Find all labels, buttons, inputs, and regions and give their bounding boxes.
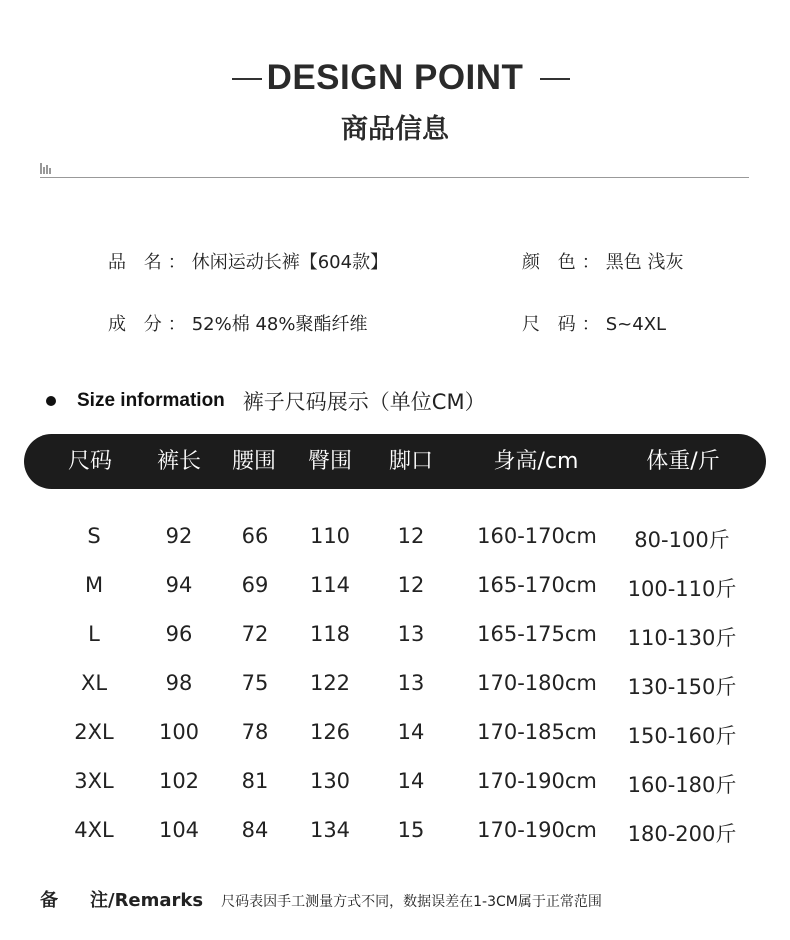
table-cell: 122	[309, 671, 351, 695]
column-header: 尺码	[67, 449, 113, 474]
table-cell: 110	[309, 524, 351, 548]
table-cell: 72	[241, 622, 269, 646]
table-cell: 170-185cm	[477, 720, 597, 744]
column-header: 腰围	[231, 449, 277, 474]
product-name-value: 休闲运动长裤【604款】	[191, 252, 389, 273]
product-size-range	[522, 310, 666, 336]
product-color-label: 颜 色：	[522, 252, 606, 273]
table-cell: 80-100斤	[634, 528, 730, 552]
table-cell: 130	[309, 769, 351, 793]
column-header: 臀围	[307, 449, 353, 474]
remarks	[40, 886, 602, 912]
table-cell: 118	[309, 622, 351, 646]
table-cell: 130-150斤	[627, 675, 737, 699]
remarks-label-b: 注/Remarks	[90, 890, 204, 911]
table-cell: 170-190cm	[477, 818, 597, 842]
table-cell: 110-130斤	[627, 626, 737, 650]
table-cell: 69	[241, 573, 269, 597]
product-name	[108, 248, 388, 274]
bullet-icon	[46, 396, 56, 406]
size-title-cn: 裤子尺码展示（单位CM）	[242, 390, 486, 414]
remarks-label-a: 备	[40, 890, 58, 911]
table-cell: 180-200斤	[627, 822, 737, 846]
table-cell: L	[88, 622, 100, 646]
table-cell: 104	[158, 818, 200, 842]
table-cell: 100-110斤	[627, 577, 737, 601]
title-dash-right	[540, 78, 570, 80]
product-material-value: 52%棉 48%聚酯纤维	[191, 314, 368, 335]
table-cell: 160-180斤	[627, 773, 737, 797]
table-cell: 98	[165, 671, 193, 695]
table-cell: 4XL	[74, 818, 114, 842]
table-cell: 15	[397, 818, 425, 842]
remarks-text: 尺码表因手工测量方式不同，数据误差在1-3CM属于正常范围	[221, 894, 602, 910]
table-cell: 100	[158, 720, 200, 744]
table-cell: 102	[158, 769, 200, 793]
table-cell: 150-160斤	[627, 724, 737, 748]
product-material-label: 成 分：	[108, 314, 192, 335]
column-header: 脚口	[388, 449, 434, 474]
table-cell: 92	[165, 524, 193, 548]
column-header: 裤长	[156, 449, 202, 474]
table-cell: 81	[241, 769, 269, 793]
page-subtitle: 商品信息	[341, 114, 449, 145]
table-cell: 12	[397, 524, 425, 548]
table-cell: 170-190cm	[477, 769, 597, 793]
size-title-en: Size information	[77, 390, 225, 411]
product-material	[108, 310, 367, 336]
table-cell: 14	[397, 769, 425, 793]
table-cell: 75	[241, 671, 269, 695]
table-cell: 126	[309, 720, 351, 744]
table-cell: 3XL	[74, 769, 114, 793]
table-cell: XL	[80, 671, 108, 695]
table-cell: 78	[241, 720, 269, 744]
table-cell: 13	[397, 671, 425, 695]
column-header: 身高/cm	[493, 449, 579, 474]
table-cell: M	[84, 573, 104, 597]
table-cell: 13	[397, 622, 425, 646]
product-color	[522, 248, 683, 274]
product-size-value: S~4XL	[605, 314, 667, 335]
table-cell: 134	[309, 818, 351, 842]
page-title: DESIGN POINT	[266, 58, 524, 97]
column-header: 体重/斤	[646, 449, 720, 474]
table-cell: 2XL	[74, 720, 114, 744]
table-cell: 12	[397, 573, 425, 597]
product-name-label: 品 名：	[108, 252, 192, 273]
table-cell: 160-170cm	[477, 524, 597, 548]
table-cell: 14	[397, 720, 425, 744]
table-cell: 114	[309, 573, 351, 597]
product-size-label: 尺 码：	[522, 314, 606, 335]
size-table-header	[24, 434, 766, 489]
table-cell: 96	[165, 622, 193, 646]
product-color-value: 黑色 浅灰	[605, 252, 684, 273]
table-cell: 84	[241, 818, 269, 842]
size-section-heading	[46, 386, 486, 416]
table-cell: 165-170cm	[477, 573, 597, 597]
divider-line	[40, 177, 749, 178]
table-cell: 165-175cm	[477, 622, 597, 646]
table-cell: 66	[241, 524, 269, 548]
table-cell: S	[87, 524, 101, 548]
table-cell: 94	[165, 573, 193, 597]
table-cell: 170-180cm	[477, 671, 597, 695]
